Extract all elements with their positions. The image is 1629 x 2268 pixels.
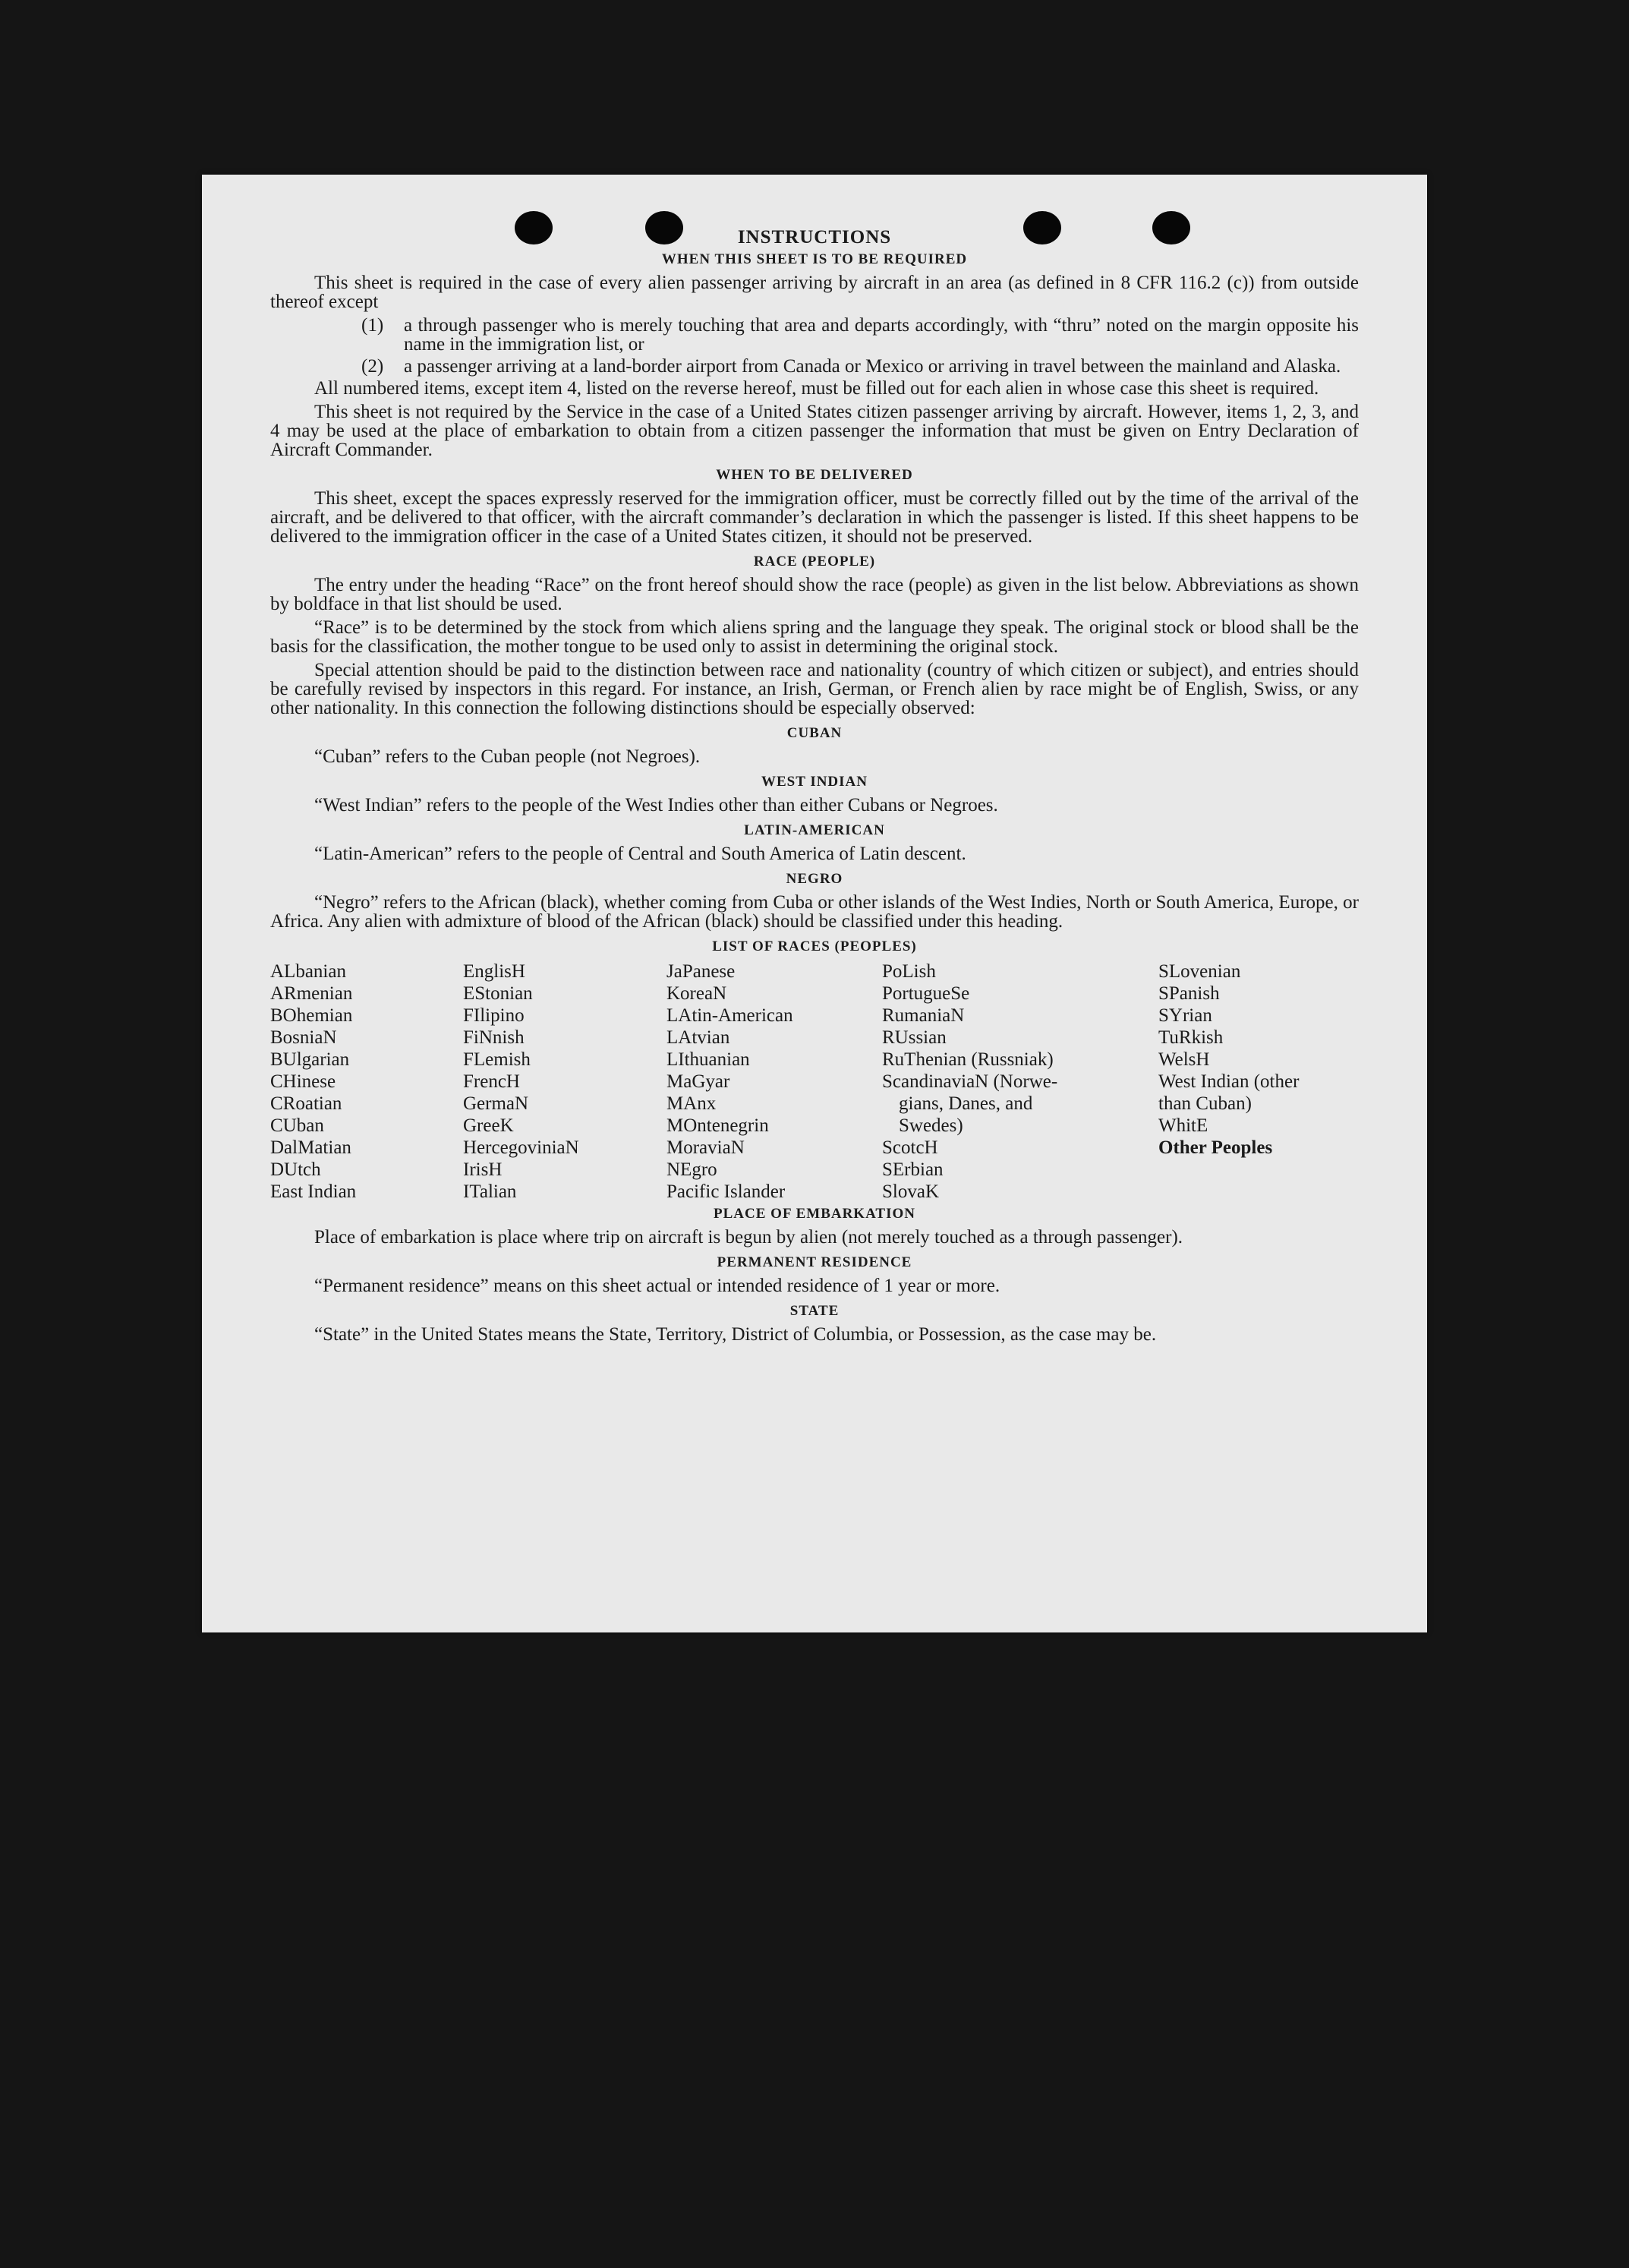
race-entry: than Cuban) [1158, 1093, 1252, 1114]
paragraph: The entry under the heading “Race” on the front hereof should show the race (people) as given in the list below. Abbreviations as shown by boldface in that list should be used. [270, 575, 1359, 614]
race-entry: ALbanian [270, 961, 346, 982]
list-item [270, 357, 1359, 376]
paragraph: “Latin-American” refers to the people of Central and South America of Latin descent. [314, 844, 966, 864]
race-entry: MoraviaN [666, 1137, 745, 1158]
race-entry: IrisH [463, 1159, 503, 1180]
paragraph: This sheet is required in the case of every alien passenger arriving by aircraft in an area (as defined in 8 CFR 116.2 (c)) from outside thereof except [270, 273, 1359, 312]
paragraph: “Permanent residence” means on this sheet actual or intended residence of 1 year or more. [314, 1276, 1000, 1296]
race-entry: FiNnish [463, 1027, 525, 1048]
race-entry: CRoatian [270, 1093, 342, 1114]
race-entry: ScandinaviaN (Norwe- [882, 1071, 1058, 1092]
item-text: a through passenger who is merely touching that area and departs accordingly, with “thru” noted on the margin opposite his name in the immigration list, or [404, 315, 1359, 355]
race-entry: GreeK [463, 1115, 514, 1136]
race-entry: JaPanese [666, 961, 736, 982]
race-entry: WelsH [1158, 1049, 1210, 1070]
heading-when-required: WHEN THIS SHEET IS TO BE REQUIRED [661, 251, 968, 267]
paragraph: This sheet, except the spaces expressly reserved for the immigration officer, must be correctly filled out by the time of the arrival of the aircraft, and be delivered to that officer, with the aircraft commander’s declaration in which the passenger is listed. If this sheet happens to be delivered to the immigration officer in the case of a United States citizen, it should not be preserved. [270, 488, 1359, 547]
heading-race: RACE (PEOPLE) [753, 554, 876, 569]
race-entry: CHinese [270, 1071, 336, 1092]
race-column [463, 961, 666, 1203]
race-entry: Other Peoples [1158, 1137, 1273, 1158]
heading-state: STATE [789, 1303, 840, 1319]
race-entry: BOhemian [270, 1005, 353, 1026]
instructions-content [270, 228, 1359, 1348]
race-entry: gians, Danes, and [899, 1093, 1033, 1114]
race-entry: LAtin-American [666, 1005, 793, 1026]
race-entry: KoreaN [666, 983, 727, 1004]
item-text: a passenger arriving at a land-border airport from Canada or Mexico or arriving in travel between the mainland and Alaska. [404, 356, 1341, 377]
item-number: (2) [361, 356, 384, 377]
race-entry: LAtvian [666, 1027, 730, 1048]
race-entry: PortugueSe [882, 983, 970, 1004]
race-entry: PoLish [882, 961, 936, 982]
race-column [666, 961, 882, 1203]
race-entry: TuRkish [1158, 1027, 1224, 1048]
paragraph: “Race” is to be determined by the stock from which aliens spring and the language they speak. The original stock or blood shall be the basis for the classification, the mother tongue to be used only to assist in determining the original stock. [270, 617, 1359, 657]
page-title: INSTRUCTIONS [737, 227, 892, 248]
race-column [882, 961, 1158, 1203]
race-entry: SLovenian [1158, 961, 1241, 982]
heading-cuban: CUBAN [786, 725, 843, 741]
race-entry: MOntenegrin [666, 1115, 769, 1136]
race-list [270, 961, 1359, 1203]
race-entry: NEgro [666, 1159, 717, 1180]
race-entry: SPanish [1158, 983, 1220, 1004]
race-entry: Swedes) [899, 1115, 963, 1136]
list-item [270, 316, 1359, 354]
race-entry: RumaniaN [882, 1005, 965, 1026]
heading-negro: NEGRO [786, 871, 843, 887]
race-entry: SlovaK [882, 1181, 939, 1202]
paragraph: Place of embarkation is place where trip on aircraft is begun by alien (not merely touched as a through passenger). [314, 1227, 1183, 1248]
heading-list-of-races: LIST OF RACES (PEOPLES) [712, 938, 917, 954]
heading-west-indian: WEST INDIAN [761, 774, 868, 790]
race-entry: BosniaN [270, 1027, 337, 1048]
race-entry: FLemish [463, 1049, 531, 1070]
heading-residence: PERMANENT RESIDENCE [717, 1254, 912, 1270]
paragraph: “State” in the United States means the State, Territory, District of Columbia, or Possession, as the case may be. [314, 1324, 1157, 1345]
paragraph: All numbered items, except item 4, listed on the reverse hereof, must be filled out for each alien in whose case this sheet is required. [314, 378, 1319, 399]
race-entry: RUssian [882, 1027, 947, 1048]
race-entry: Pacific Islander [666, 1181, 786, 1202]
heading-latin-american: LATIN-AMERICAN [744, 822, 885, 838]
race-entry: HercegoviniaN [463, 1137, 579, 1158]
paragraph: This sheet is not required by the Service in the case of a United States citizen passenger arriving by aircraft. However, items 1, 2, 3, and 4 may be used at the place of embarkation to obtain from a citizen passenger the information that must be given on Entry Declaration of Aircraft Commander. [270, 402, 1359, 460]
race-entry: ScotcH [882, 1137, 938, 1158]
race-entry: FrencH [463, 1071, 520, 1092]
race-entry: DalMatian [270, 1137, 351, 1158]
race-entry: MaGyar [666, 1071, 730, 1092]
heading-embarkation: PLACE OF EMBARKATION [714, 1206, 915, 1222]
race-entry: East Indian [270, 1181, 357, 1202]
race-column [1158, 961, 1359, 1203]
paragraph: Special attention should be paid to the distinction between race and nationality (country of which citizen or subject), and entries should be carefully revised by inspectors in this regard. For instance, an Irish, German, or French alien by race might be of English, Swiss, or any other nationality. In this connection the following distinctions should be especially observed: [270, 660, 1359, 718]
race-entry: SYrian [1158, 1005, 1212, 1026]
race-entry: RuThenian (Russniak) [882, 1049, 1054, 1070]
paragraph: “West Indian” refers to the people of the West Indies other than either Cubans or Negroes. [314, 795, 998, 815]
race-entry: MAnx [666, 1093, 717, 1114]
race-entry: ARmenian [270, 983, 353, 1004]
heading-when-delivered: WHEN TO BE DELIVERED [716, 467, 913, 483]
race-entry: EnglisH [463, 961, 525, 982]
race-entry: WhitE [1158, 1115, 1208, 1136]
race-entry: DUtch [270, 1159, 321, 1180]
race-entry: SErbian [882, 1159, 944, 1180]
race-entry: FIlipino [463, 1005, 525, 1026]
paragraph: “Cuban” refers to the Cuban people (not Negroes). [314, 746, 701, 767]
race-entry: GermaN [463, 1093, 529, 1114]
race-entry: CUban [270, 1115, 324, 1136]
item-number: (1) [361, 315, 384, 336]
instruction-sheet [202, 175, 1427, 1632]
paragraph: “Negro” refers to the African (black), whether coming from Cuba or other islands of the West Indies, North or South America, Europe, or Africa. Any alien with admixture of blood of the African (black) should be classified under this heading. [270, 892, 1359, 932]
race-entry: LIthuanian [666, 1049, 750, 1070]
race-entry: BUlgarian [270, 1049, 350, 1070]
race-entry: West Indian (other [1158, 1071, 1300, 1092]
race-entry: ITalian [463, 1181, 517, 1202]
race-entry: EStonian [463, 983, 533, 1004]
race-column [270, 961, 463, 1203]
